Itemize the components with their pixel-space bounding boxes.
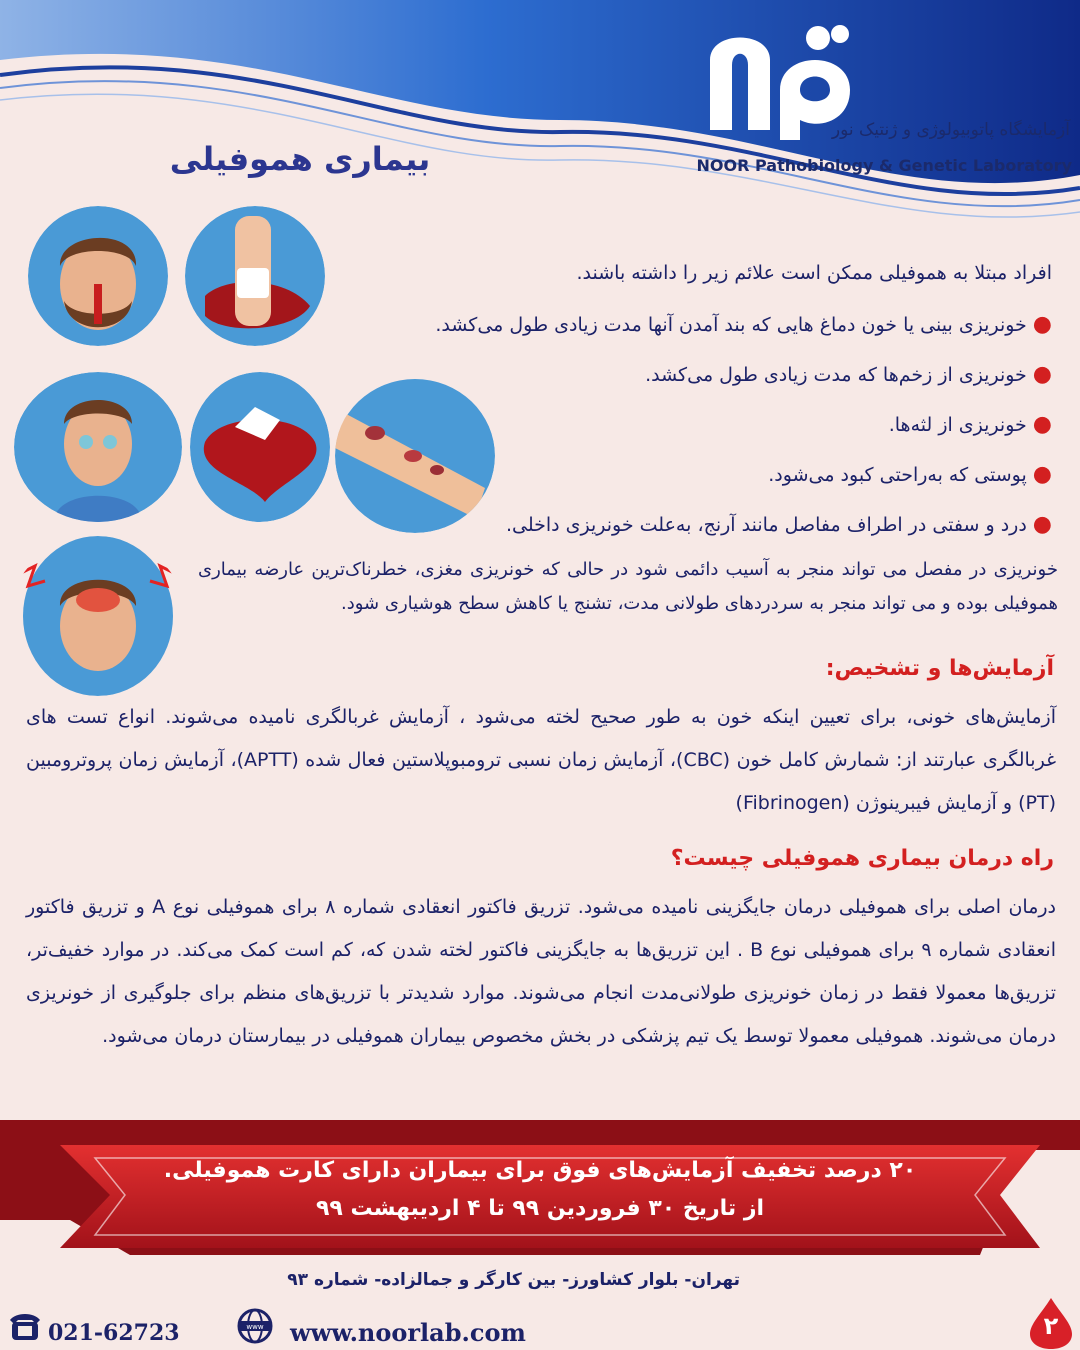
headache-illustration [10,536,185,696]
list-item: ●خونریزی از زخم‌ها که مدت زیادی طول می‌کشد. [645,362,1052,387]
bullet-dot-icon: ● [1032,512,1052,537]
page-title: بیماری هموفیلی [169,140,431,178]
bullet-dot-icon: ● [1032,362,1052,387]
list-item: ●درد و سفتی در اطراف مفاصل مانند آرنج، به‌علت خونریزی داخلی. [505,512,1052,537]
dizziness-illustration [14,372,182,522]
bullet-dot-icon: ● [1032,412,1052,437]
nosebleed-illustration [28,206,168,346]
phone-number[interactable]: 021-62723 [48,1320,180,1346]
symptoms-intro: افراد مبتلا به هموفیلی ممکن است علائم زیر را داشته باشند. [576,262,1052,284]
page-number: ۲ [1043,1312,1059,1340]
svg-text:www: www [246,1323,264,1331]
tests-heading: آزمایش‌ها و تشخیص: [825,656,1054,681]
list-item: ●پوستی که به‌راحتی کبود می‌شود. [768,462,1052,487]
address-text: تهران- بلوار کشاورز- بین کارگر و جمالزاده- شماره ۹۳ [287,1270,740,1290]
bullet-dot-icon: ● [1032,462,1052,487]
blood-pool-illustration [190,372,330,522]
phone-icon [8,1310,42,1344]
complications-paragraph: خونریزی در مفصل می تواند منجر به آسیب دائمی شود در حالی که خونریزی مغزی، خطرناک‌ترین عارضه بیماری هموفیلی بوده و می تواند منجر به سردردهای طولانی مدت، تشنج یا کاهش سطح هوشیاری شود. [198,559,1058,614]
lab-name-persian: آزمایشگاه پاتوبیولوژی و ژنتیک نور [831,120,1070,140]
bullet-dot-icon: ● [1032,312,1052,337]
banner-line-1: ۲۰ درصد تخفیف آزمایش‌های فوق برای بیماران دارای کارت هموفیلی. [163,1158,917,1183]
treatment-paragraph: درمان اصلی برای هموفیلی درمان جایگزینی نامیده می‌شود. تزریق فاکتور انعقادی شماره ۸ برای هموفیلی نوع A و تزریق فاکتور انعقادی شماره ۹ برای هموفیلی نوع B . این تزریق‌ها به جایگزینی فاکتور لخته شدن که، کم است کمک می‌کند. در موارد خفیف‌تر، تزریق‌ها معمولا فقط در زمان خونریزی طولانی‌مدت انجام می‌شوند. موارد شدیدتر با تزریق‌های منظم برای جلوگیری از خونریزی درمان می‌شوند. هموفیلی معمولا توسط یک تیم پزشکی در بخش مخصوص بیماران هموفیلی در بیمارستان درمان می‌شود. [26,896,1057,1047]
symptoms-list [352,308,1052,558]
list-item: ●خونریزی بینی یا خون دماغ هایی که بند آمدن آنها مدت زیادی طول می‌کشد. [435,312,1052,337]
lab-name-english: NOOR Pathobiology & Genetic Laboratory [696,156,1072,175]
treatment-heading: راه درمان بیماری هموفیلی چیست؟ [670,846,1054,871]
discount-banner-text [160,1152,920,1228]
list-item: ●خونریزی از لثه‌ها. [888,412,1052,437]
website-link[interactable]: www.noorlab.com [290,1318,526,1347]
tests-paragraph: آزمایش‌های خونی، برای تعیین اینکه خون به طور صحیح لخته می‌شود ، آزمایش غربالگری نامیده می‌شوند. انواع تست های غربالگری عبارتند از: شمارش کامل خون (CBC)، آزمایش زمان نسبی ترومبوپلاستین فعال شده (APTT)، آزمایش زمان پروترومبین (PT) و آزمایش فیبرینوژن (Fibrinogen) [26,706,1056,814]
banner-line-2: از تاریخ ۳۰ فروردین ۹۹ تا ۴ اردیبهشت ۹۹ [315,1196,765,1221]
wound-bandage-illustration [185,206,325,346]
globe-icon [232,1306,278,1346]
